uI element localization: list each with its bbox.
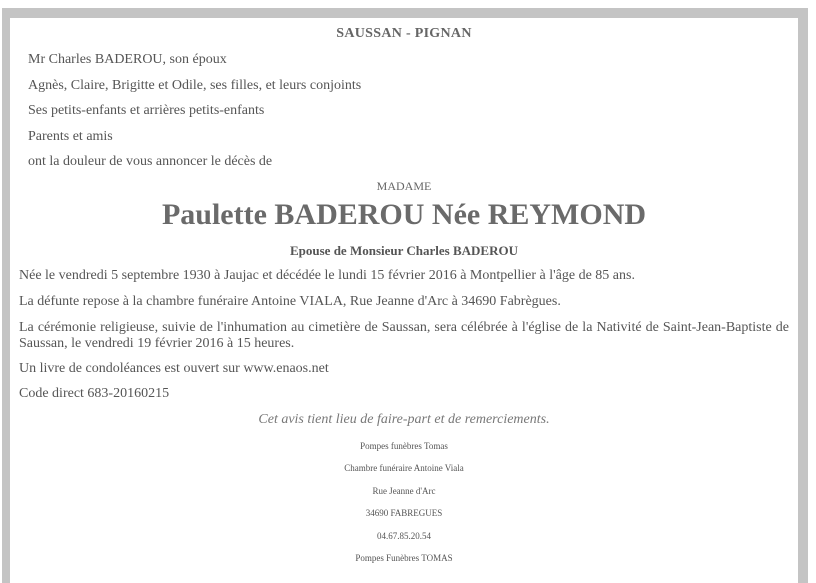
condolences-line: Un livre de condoléances est ouvert sur www.enaos.net <box>19 361 329 376</box>
birth-death-line: Née le vendredi 5 septembre 1930 à Jaujac et décédée le lundi 15 février 2016 à Montpellier à l'âge de 85 ans. <box>19 268 635 283</box>
funeral-chamber: Chambre funéraire Antoine Viala <box>344 463 464 473</box>
funeral-city: 34690 FABREGUES <box>365 508 443 518</box>
rest-place-line: La défunte repose à la chambre funéraire Antoine VIALA, Rue Jeanne d'Arc à 34690 Fabrègues. <box>19 294 561 309</box>
funeral-home-name: Pompes funèbres Tomas <box>360 441 448 451</box>
family-line-relatives: Parents et amis <box>28 129 113 144</box>
family-line-spouse: Mr Charles BADEROU, son époux <box>28 52 227 67</box>
direct-code-line: Code direct 683-20160215 <box>19 386 170 401</box>
honorific: MADAME <box>376 179 432 193</box>
location-title: SAUSSAN - PIGNAN <box>336 26 472 41</box>
funeral-phone: 04.67.85.20.54 <box>377 531 431 541</box>
family-line-grandchildren: Ses petits-enfants et arrières petits-enfants <box>28 103 265 118</box>
ceremony-paragraph: La cérémonie religieuse, suivie de l'inhumation au cimetière de Saussan, sera célébrée à l'église de la Nativité de Saint-Jean-Baptiste de Saussan, le vendredi 19 février 2016 à 15 heures. <box>19 320 789 351</box>
deceased-name: Paulette BADEROU Née REYMOND <box>161 198 647 231</box>
obituary-page <box>10 18 798 583</box>
announcement-line: ont la douleur de vous annoncer le décès de <box>28 154 273 169</box>
family-line-daughters: Agnès, Claire, Brigitte et Odile, ses filles, et leurs conjoints <box>28 78 362 93</box>
funeral-street: Rue Jeanne d'Arc <box>372 486 436 496</box>
spouse-line: Epouse de Monsieur Charles BADEROU <box>289 243 518 258</box>
notice-line: Cet avis tient lieu de faire-part et de remerciements. <box>258 412 550 427</box>
funeral-signature: Pompes Funèbres TOMAS <box>355 553 453 563</box>
